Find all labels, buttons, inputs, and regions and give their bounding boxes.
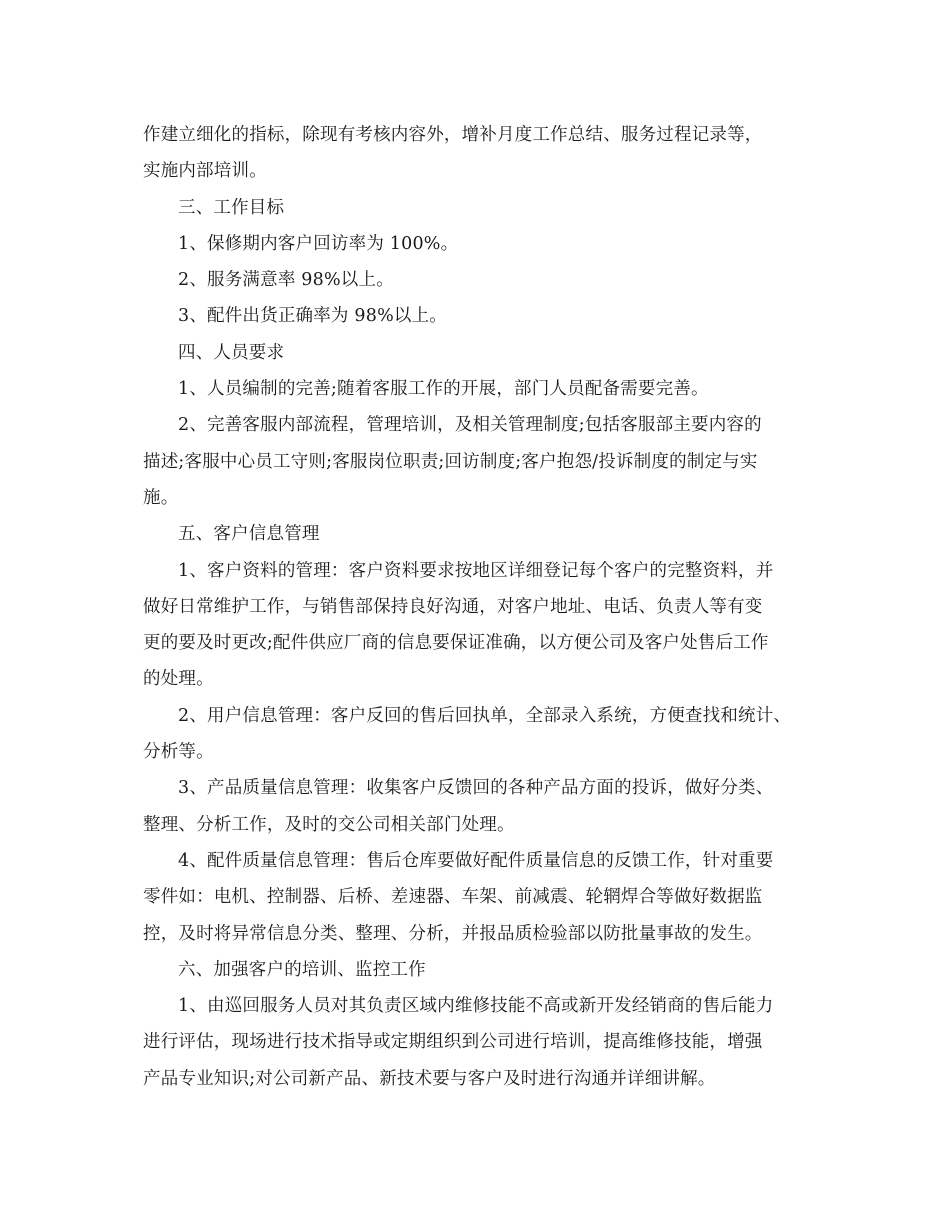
paragraph-line: 进行评估，现场进行技术指导或定期组织到公司进行培训，提高维修技能，增强 bbox=[143, 1032, 763, 1053]
section-heading: 四、人员要求 bbox=[178, 342, 285, 363]
paragraph-line: 描述;客服中心员工守则;客服岗位职责;回访制度;客户抱怨/投诉制度的制定与实 bbox=[143, 451, 758, 472]
paragraph-line: 分析等。 bbox=[143, 742, 214, 763]
paragraph-line: 的处理。 bbox=[143, 669, 214, 690]
list-item: 2、服务满意率 98%以上。 bbox=[178, 270, 394, 291]
list-item: 1、由巡回服务人员对其负责区域内维修技能不高或新开发经销商的售后能力 bbox=[178, 996, 774, 1017]
list-item: 2、用户信息管理：客户反回的售后回执单，全部录入系统，方便查找和统计、 bbox=[178, 705, 792, 726]
paragraph-line: 实施内部培训。 bbox=[143, 161, 267, 182]
paragraph-line: 做好日常维护工作，与销售部保持良好沟通，对客户地址、电话、负责人等有变 bbox=[143, 596, 763, 617]
list-item: 3、配件出货正确率为 98%以上。 bbox=[178, 306, 447, 327]
section-heading: 三、工作目标 bbox=[178, 197, 285, 218]
document-body bbox=[143, 117, 823, 1097]
list-item: 1、客户资料的管理：客户资料要求按地区详细登记每个客户的完整资料，并 bbox=[178, 560, 774, 581]
list-item: 2、完善客服内部流程，管理培训，及相关管理制度;包括客服部主要内容的 bbox=[178, 415, 762, 436]
list-item: 3、产品质量信息管理：收集客户反馈回的各种产品方面的投诉，做好分类、 bbox=[178, 778, 774, 799]
section-heading: 五、客户信息管理 bbox=[178, 524, 320, 545]
paragraph-line: 零件如：电机、控制器、后桥、差速器、车架、前减震、轮辋焊合等做好数据监 bbox=[143, 887, 763, 908]
paragraph-line: 更的要及时更改;配件供应厂商的信息要保证准确，以方便公司及客户处售后工作 bbox=[143, 633, 769, 654]
paragraph-line: 作建立细化的指标，除现有考核内容外，增补月度工作总结、服务过程记录等， bbox=[143, 125, 763, 145]
list-item: 1、保修期内客户回访率为 100%。 bbox=[178, 233, 459, 254]
paragraph-line: 整理、分析工作，及时的交公司相关部门处理。 bbox=[143, 814, 515, 835]
paragraph-line: 控，及时将异常信息分类、整理、分析，并报品质检验部以防批量事故的发生。 bbox=[143, 923, 763, 944]
paragraph-line: 施。 bbox=[143, 487, 179, 508]
paragraph-line: 产品专业知识;对公司新产品、新技术要与客户及时进行沟通并详细讲解。 bbox=[143, 1068, 716, 1089]
section-heading: 六、加强客户的培训、监控工作 bbox=[178, 959, 426, 980]
list-item: 1、人员编制的完善;随着客服工作的开展，部门人员配备需要完善。 bbox=[178, 379, 709, 400]
list-item: 4、配件质量信息管理：售后仓库要做好配件质量信息的反馈工作，针对重要 bbox=[178, 850, 774, 871]
